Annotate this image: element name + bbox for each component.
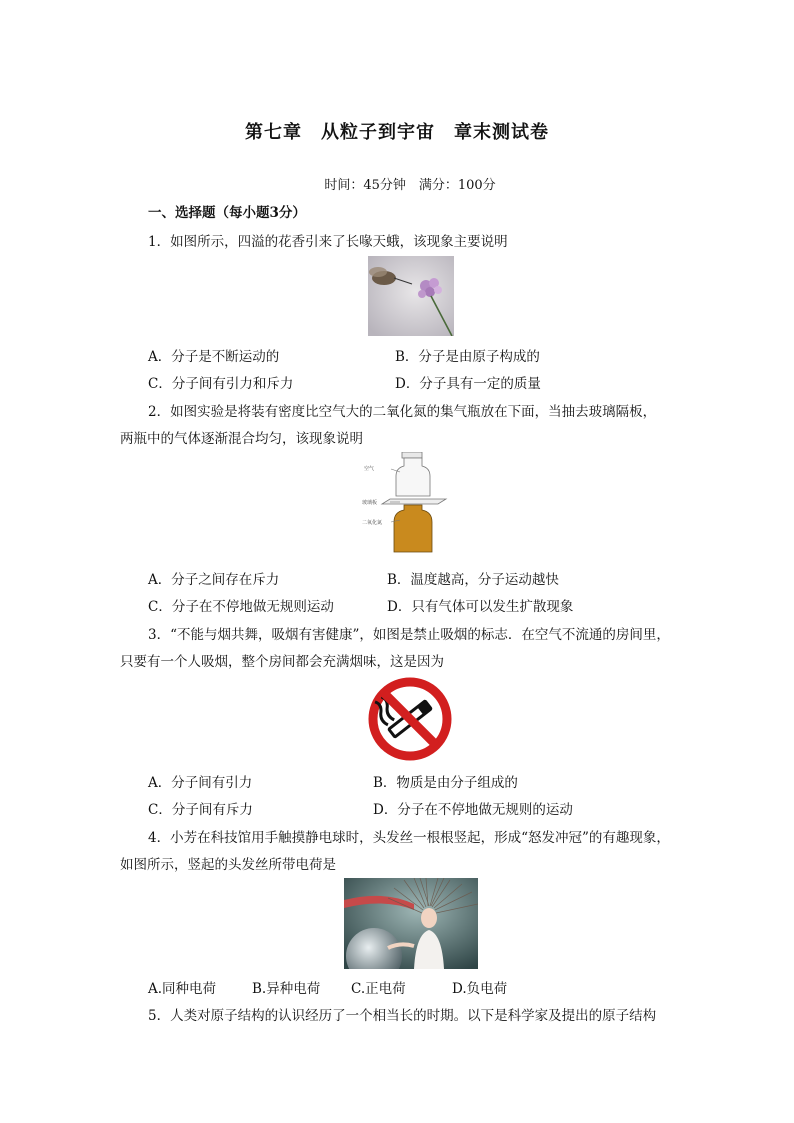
exam-meta: 时间：45分钟 满分：100分 <box>324 178 496 193</box>
q4-option-d: D.负电荷 <box>452 981 508 997</box>
question-1-stem: 1．如图所示，四溢的花香引来了长喙天蛾，该现象主要说明 <box>148 234 508 250</box>
label-air: 空气 <box>364 466 375 472</box>
page-title: 第七章 从粒子到宇宙 章末测试卷 <box>245 122 549 143</box>
q2-option-d: D．只有气体可以发生扩散现象 <box>387 599 574 615</box>
question-3-stem-line1: 3．“不能与烟共舞，吸烟有害健康”，如图是禁止吸烟的标志．在空气不流通的房间里， <box>148 627 670 643</box>
no-smoking-sign-icon <box>367 676 453 762</box>
question-2-stem-line2: 两瓶中的气体逐渐混合均匀，该现象说明 <box>120 431 363 447</box>
q1-option-c: C．分子间有引力和斥力 <box>148 376 294 392</box>
q3-option-b: B．物质是由分子组成的 <box>373 775 518 791</box>
q4-option-a: A.同种电荷 <box>148 981 217 997</box>
section-heading: 一、选择题（每小题3分） <box>148 205 306 221</box>
question-2-stem-line1: 2．如图实验是将装有密度比空气大的二氧化氮的集气瓶放在下面，当抽去玻璃隔板， <box>148 404 657 420</box>
q4-option-b: B.异种电荷 <box>252 981 321 997</box>
q2-option-b: B．温度越高，分子运动越快 <box>387 572 559 588</box>
label-glass-plate: 玻璃板 <box>362 500 378 506</box>
question-4-stem-line2: 如图所示，竖起的头发丝所带电荷是 <box>120 857 336 873</box>
q2-option-a: A．分子之间存在斥力 <box>148 572 280 588</box>
static-electricity-hair-image <box>344 878 478 969</box>
q3-option-c: C．分子间有斥力 <box>148 802 253 818</box>
q1-option-a: A．分子是不断运动的 <box>148 349 280 365</box>
question-5-stem: 5．人类对原子结构的认识经历了一个相当长的时期。以下是科学家及提出的原子结构 <box>148 1008 657 1024</box>
question-3-stem-line2: 只要有一个人吸烟，整个房间都会充满烟味，这是因为 <box>120 654 444 670</box>
question-4-stem-line1: 4．小芳在科技馆用手触摸静电球时，头发丝一根根竖起，形成“怒发冲冠”的有趣现象， <box>148 830 670 846</box>
label-nitrogen-dioxide: 二氧化氮 <box>362 520 383 526</box>
q1-option-d: D．分子具有一定的质量 <box>395 376 541 392</box>
q1-option-b: B．分子是由原子构成的 <box>395 349 540 365</box>
q3-option-a: A．分子间有引力 <box>148 775 253 791</box>
q4-option-c: C.正电荷 <box>351 981 406 997</box>
q3-option-d: D．分子在不停地做无规则的运动 <box>373 802 573 818</box>
q2-option-c: C．分子在不停地做无规则运动 <box>148 599 334 615</box>
hawkmoth-flower-image <box>368 256 454 336</box>
